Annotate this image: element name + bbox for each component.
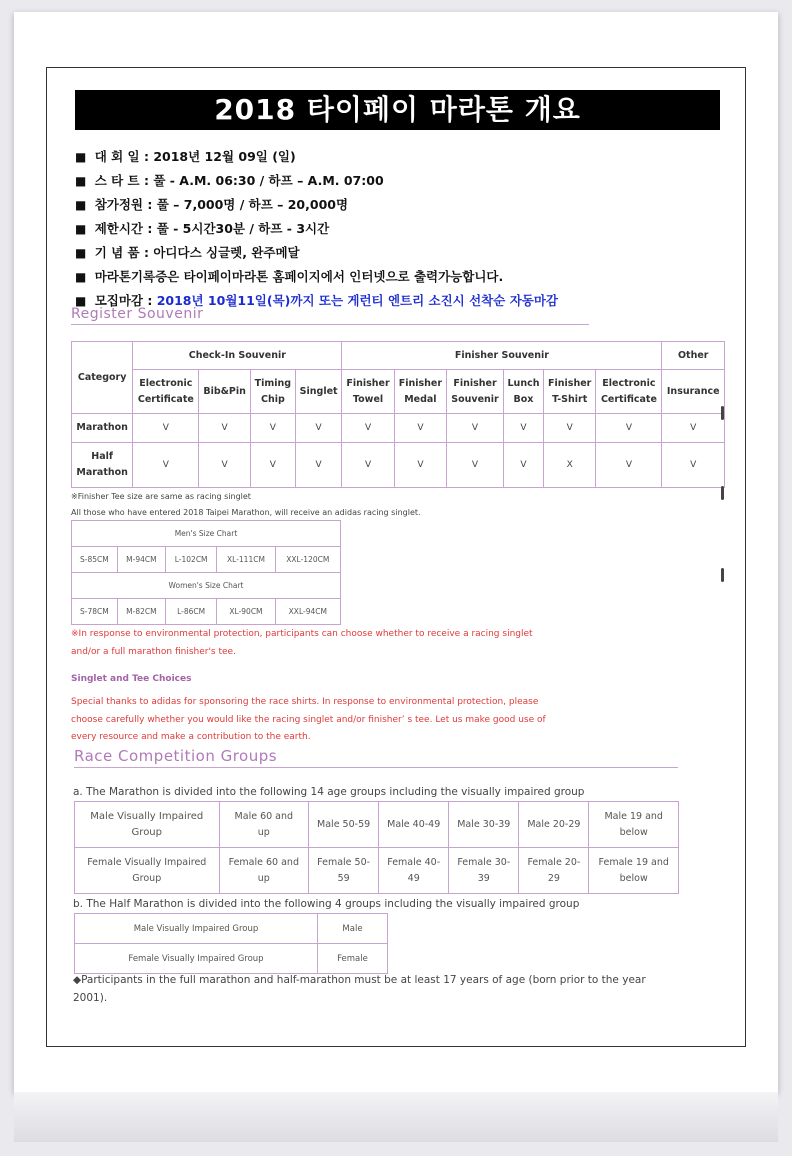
table-cell: Male 40-49 [379,802,449,848]
table-cell: V [544,414,596,443]
row-label: Half Marathon [72,443,133,488]
table-cell: S-78CM [72,599,118,625]
marathon-groups-intro: a. The Marathon is divided into the following 14 age groups including the visually impaired group [73,786,585,798]
table-cell: V [295,443,342,488]
overview-item-capacity: ■ 참가정원 : 풀 – 7,000명 / 하프 – 20,000명 [75,197,349,212]
check-in-header: Check-In Souvenir [133,342,342,370]
size-chart-table [71,520,341,625]
column-header: Bib&Pin [199,370,251,414]
table-row [72,414,725,443]
column-header: Finisher Medal [394,370,446,414]
column-header: Electronic Certificate [596,370,662,414]
finisher-tee-note: ※Finisher Tee size are same as racing singlet [71,492,251,501]
table-cell: M-82CM [117,599,165,625]
table-cell: Female [318,944,388,974]
overview-item-deadline: ■ 모집마감 : 2018년 10월11일(목)까지 또는 게런티 엔트리 소진시 선착순 자동마감 [75,293,558,308]
document-frame [46,67,746,1047]
half-marathon-groups-table [74,913,388,974]
table-cell: Female 40- 49 [379,848,449,894]
table-row [75,944,388,974]
souvenir-table [71,341,725,488]
overview-item-certificate: ■ 마라톤기록증은 타이페이마라톤 홈페이지에서 인터넷으로 출력가능합니다. [75,269,504,284]
table-cell: V [394,414,446,443]
table-cell: V [250,414,295,443]
table-cell: Female Visually Impaired Group [75,848,220,894]
scroll-handle[interactable] [721,406,724,420]
column-header: Finisher T-Shirt [544,370,596,414]
table-cell: Female 19 and below [589,848,679,894]
table-cell: Male 30-39 [449,802,519,848]
table-cell: V [503,443,543,488]
table-cell: V [394,443,446,488]
table-cell: X [544,443,596,488]
environment-note: ※In response to environmental protection, participants can choose whether to receive a racing singlet and/or a full marathon finisher's tee. [71,629,533,657]
marathon-groups-table [74,801,679,894]
half-groups-intro: b. The Half Marathon is divided into the following 4 groups including the visually impaired group [73,898,580,910]
table-cell: V [133,414,199,443]
table-cell: XXL-120CM [275,547,340,573]
table-row [72,599,341,625]
table-cell: V [250,443,295,488]
table-row [72,547,341,573]
table-row [72,443,725,488]
table-cell: V [342,414,394,443]
scroll-handle[interactable] [721,568,724,582]
other-header: Other [662,342,725,370]
table-cell: V [447,414,504,443]
age-requirement-note: ◆Participants in the full marathon and half-marathon must be at least 17 years of age (born prior to the year 2001). [73,974,646,1004]
table-cell: Male Visually Impaired Group [75,914,318,944]
table-cell: Male Visually Impaired Group [75,802,220,848]
table-cell: V [596,414,662,443]
singlet-choices-heading: Singlet and Tee Choices [71,674,192,684]
table-cell: Male [318,914,388,944]
table-cell: V [596,443,662,488]
sponsor-thanks-note: Special thanks to adidas for sponsoring the race shirts. In response to environmental protection, please choose carefully whether you would like the racing singlet and/or finisher’ s tee. Let us make good use of every resource and make a contribution to the earth. [71,697,546,742]
column-header: Insurance [662,370,725,414]
table-cell: M-94CM [117,547,165,573]
column-header: Finisher Towel [342,370,394,414]
table-cell: Male 19 and below [589,802,679,848]
table-cell: Male 60 and up [219,802,309,848]
overview-item-date: ■ 대 회 일 : 2018년 12월 09일 (일) [75,149,296,164]
column-header: Timing Chip [250,370,295,414]
table-cell: V [342,443,394,488]
overview-item-time-limit: ■ 제한시간 : 풀 - 5시간30분 / 하프 - 3시간 [75,221,330,236]
row-label: Marathon [72,414,133,443]
category-header: Category [72,342,133,414]
table-cell: V [662,414,725,443]
table-cell: V [199,414,251,443]
register-souvenir-heading: Register Souvenir [71,306,589,325]
table-cell: V [447,443,504,488]
table-cell: L-86CM [165,599,216,625]
table-cell: Female 20- 29 [519,848,589,894]
page-title: 2018 타이페이 마라톤 개요 [75,90,720,130]
race-groups-heading: Race Competition Groups [74,747,678,768]
scroll-handle[interactable] [721,486,724,500]
finisher-header: Finisher Souvenir [342,342,662,370]
column-header: Singlet [295,370,342,414]
table-row [75,914,388,944]
table-cell: V [295,414,342,443]
table-cell: Female 60 and up [219,848,309,894]
overview-item-souvenir: ■ 기 념 품 : 아디다스 싱글렛, 완주메달 [75,245,300,260]
men-size-chart-title: Men's Size Chart [72,521,341,547]
table-cell: Male 20-29 [519,802,589,848]
column-header: Finisher Souvenir [447,370,504,414]
table-cell: V [503,414,543,443]
singlet-note: All those who have entered 2018 Taipei Marathon, will receive an adidas racing singlet. [71,508,421,517]
table-cell: L-102CM [165,547,216,573]
women-size-chart-title: Women's Size Chart [72,573,341,599]
table-cell: Female Visually Impaired Group [75,944,318,974]
table-cell: Male 50-59 [309,802,379,848]
overview-list [75,145,735,313]
table-cell: Female 50- 59 [309,848,379,894]
table-cell: Female 30- 39 [449,848,519,894]
table-cell: XL-111CM [217,547,275,573]
table-cell: XXL-94CM [275,599,340,625]
table-row [75,848,679,894]
overview-item-start: ■ 스 타 트 : 풀 - A.M. 06:30 / 하프 – A.M. 07:00 [75,173,384,188]
column-header: Lunch Box [503,370,543,414]
table-cell: V [662,443,725,488]
table-row [75,802,679,848]
table-cell: V [133,443,199,488]
table-cell: S-85CM [72,547,118,573]
table-cell: V [199,443,251,488]
page-shadow [14,1092,778,1142]
column-header: Electronic Certificate [133,370,199,414]
table-cell: XL-90CM [217,599,275,625]
